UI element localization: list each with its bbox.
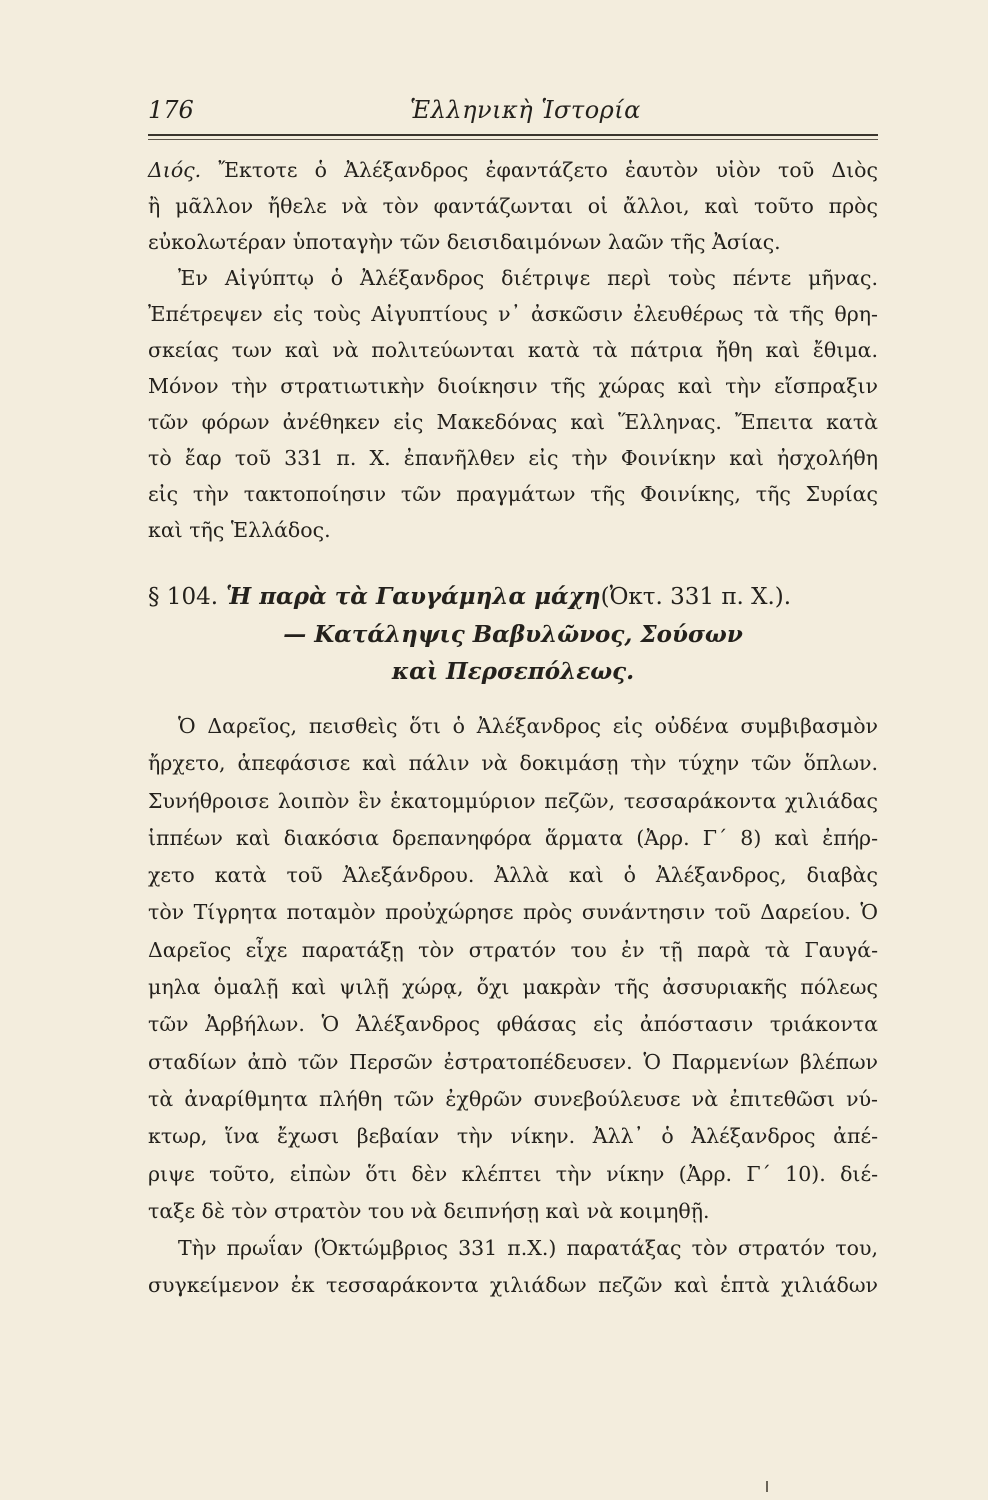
- text-line: συγκείμενον ἐκ τεσσαράκοντα χιλιάδων πεζῶν καὶ ἑπτὰ χιλιάδων: [148, 1273, 878, 1298]
- section-mark: § 104.: [148, 584, 219, 610]
- text-line: Ὁ Δαρεῖος, πεισθεὶς ὅτι ὁ Ἀλέξανδρος εἰς οὐδένα συμβιβασμὸν: [178, 714, 878, 738]
- text-line: εἰς τὴν τακτοποίησιν τῶν πραγμάτων τῆς Φοινίκης, τῆς Συρίας: [148, 482, 878, 506]
- page-header: [148, 96, 878, 130]
- text-line: Δαρεῖος εἶχε παρατάξῃ τὸν στρατόν του ἐν τῇ παρὰ τὰ Γαυγά-: [148, 937, 878, 962]
- running-title: Ἑλληνικὴ Ἱστορία: [410, 96, 641, 124]
- text-line: τῶν φόρων ἀνέθηκεν εἰς Μακεδόνας καὶ Ἕλληνας. Ἔπειτα κατὰ: [148, 410, 878, 434]
- text-line: σκείας των καὶ νὰ πολιτεύωνται κατὰ τὰ πάτρια ἤθη καὶ ἔθιμα.: [148, 338, 878, 362]
- text-line: εὐκολωτέραν ὑποταγὴν τῶν δεισιδαιμόνων λαῶν τῆς Ἀσίας.: [148, 230, 781, 254]
- text-line: [148, 152, 878, 188]
- text-line: ἢ μᾶλλον ἤθελε νὰ τὸν φαντάζωνται οἱ ἄλλοι, καὶ τοῦτο πρὸς: [148, 194, 878, 218]
- text-line: ταξε δὲ τὸν στρατὸν του νὰ δειπνήσῃ καὶ νὰ κοιμηθῇ.: [148, 1198, 710, 1223]
- print-mark: [766, 1481, 768, 1492]
- text-line: τὰ ἀναρίθμητα πλήθη τῶν ἐχθρῶν συνεβούλευσε νὰ ἐπιτεθῶσι νύ-: [148, 1086, 878, 1111]
- heading-date: (Ὀκτ. 331 π. Χ.).: [600, 584, 792, 610]
- text-line: ριψε τοῦτο, εἰπὼν ὅτι δὲν κλέπτει τὴν νίκην (Ἀρρ. Γ΄ 10). διέ-: [148, 1161, 878, 1186]
- heading-line: καὶ Περσεπόλεως.: [391, 658, 635, 685]
- text-line: Συνήθροισε λοιπὸν ἓν ἑκατομμύριον πεζῶν, τεσσαράκοντα χιλιάδας: [148, 788, 878, 813]
- text-line: καὶ τῆς Ἑλλάδος.: [148, 518, 331, 542]
- text-line: σταδίων ἀπὸ τῶν Περσῶν ἐστρατοπέδευσεν. Ὁ Παρμενίων βλέπων: [148, 1049, 878, 1074]
- section-heading: [148, 578, 878, 690]
- heading-line: — Κατάληψις Βαβυλῶνος, Σούσων: [283, 621, 743, 648]
- text-line: τῶν Ἀρβήλων. Ὁ Ἀλέξανδρος φθάσας εἰς ἀπόστασιν τριάκοντα: [148, 1012, 878, 1037]
- text-line: τὸν Τίγρητα ποταμὸν προὐχώρησε πρὸς συνάντησιν τοῦ Δαρείου. Ὁ: [148, 900, 878, 925]
- text-line: Μόνον τὴν στρατιωτικὴν διοίκησιν τῆς χώρας καὶ τὴν εἴσπραξιν: [148, 374, 878, 398]
- header-rule: [148, 134, 878, 136]
- text-line: χετο κατὰ τοῦ Ἀλεξάνδρου. Ἀλλὰ καὶ ὁ Ἀλέξανδρος, διαβὰς: [148, 863, 878, 888]
- text-block-bottom: [148, 708, 878, 1305]
- text-line: ἤρχετο, ἀπεφάσισε καὶ πάλιν νὰ δοκιμάσῃ τὴν τύχην τῶν ὅπλων.: [148, 751, 878, 776]
- lead-word: Διός.: [148, 158, 202, 182]
- line-text: Ἔκτοτε ὁ Ἀλέξανδρος ἐφαντάζετο ἑαυτὸν υἱὸν τοῦ Διὸς: [218, 158, 878, 182]
- text-line: Ἐν Αἰγύπτῳ ὁ Ἀλέξανδρος διέτριψε περὶ τοὺς πέντε μῆνας.: [178, 266, 878, 290]
- text-line: τὸ ἔαρ τοῦ 331 π. Χ. ἐπανῆλθεν εἰς τὴν Φοινίκην καὶ ἠσχολήθη: [148, 446, 878, 470]
- text-line: κτωρ, ἵνα ἔχωσι βεβαίαν τὴν νίκην. Ἀλλ᾿ ὁ Ἀλέξανδρος ἀπέ-: [148, 1124, 878, 1149]
- page-number: 176: [148, 96, 194, 124]
- header-rule-thin: [148, 139, 878, 140]
- text-block-top: [148, 152, 878, 548]
- heading-title: Ἡ παρὰ τὰ Γαυγάμηλα μάχη: [226, 583, 601, 610]
- text-line: Ἐπέτρεψεν εἰς τοὺς Αἰγυπτίους ν᾿ ἀσκῶσιν ἐλευθέρως τὰ τῆς θρη-: [148, 302, 878, 326]
- text-line: ἱππέων καὶ διακόσια δρεπανηφόρα ἅρματα (Ἀρρ. Γ΄ 8) καὶ ἐπήρ-: [148, 825, 878, 850]
- text-line: Τὴν πρωΐαν (Ὀκτώμβριος 331 π.Χ.) παρατάξας τὸν στρατόν του,: [178, 1236, 878, 1261]
- text-line: μηλα ὁμαλῇ καὶ ψιλῇ χώρᾳ, ὄχι μακρὰν τῆς ἀσσυριακῆς πόλεως: [148, 975, 878, 1000]
- heading-line: [148, 578, 878, 616]
